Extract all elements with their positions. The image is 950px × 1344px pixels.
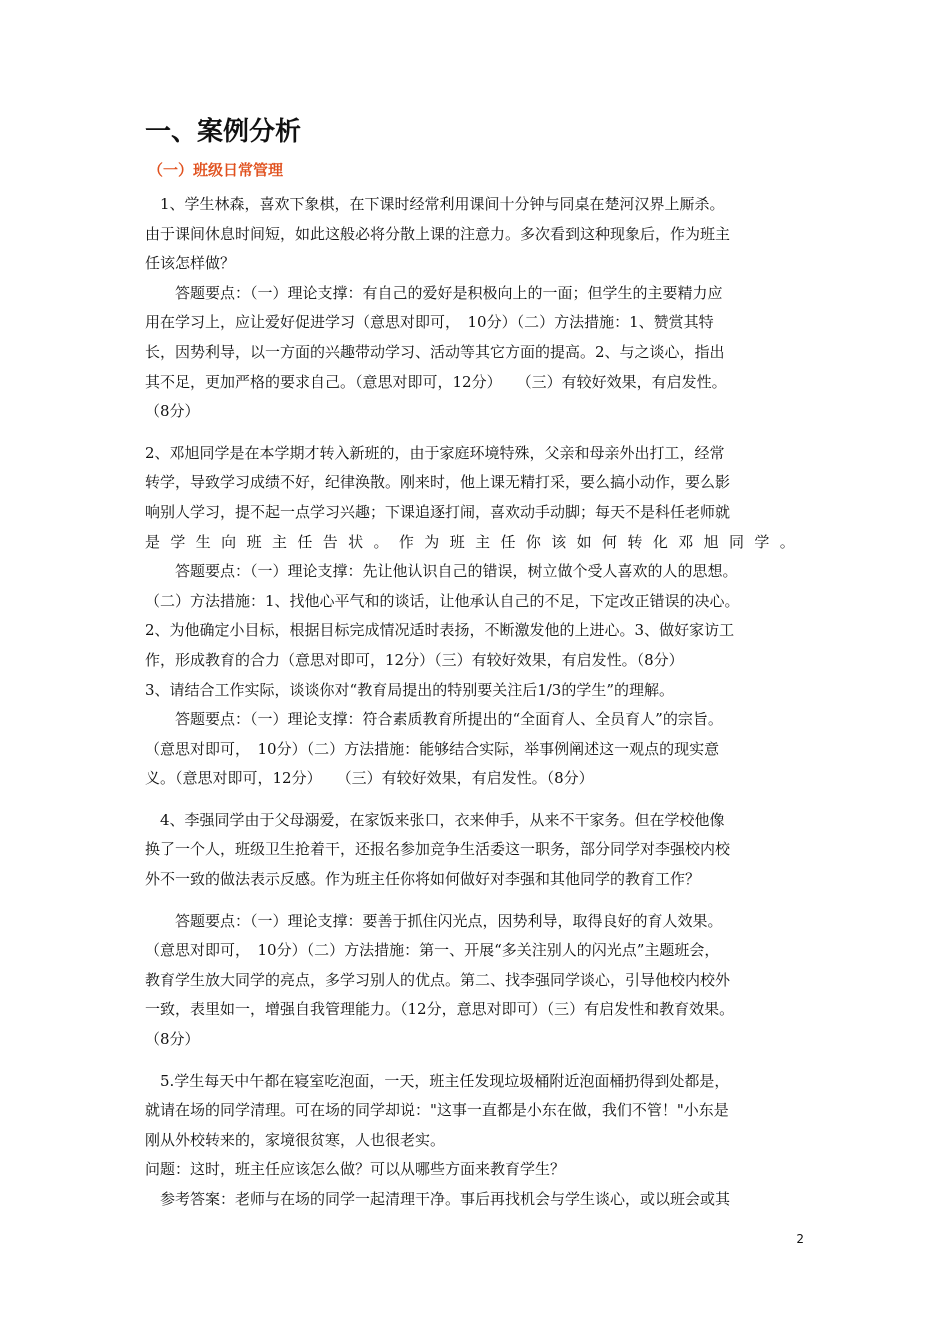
text-line: 换了一个人，班级卫生抢着干，还报名参加竞争生活委这一职务，部分同学对李强校内校 — [145, 840, 731, 859]
character: 化 — [652, 532, 668, 551]
character: 该 — [551, 532, 567, 551]
character: 任 — [500, 532, 516, 551]
character: 邓 — [678, 532, 694, 551]
text-line: 任该怎样做？ — [145, 254, 236, 273]
text-line: （8分） — [145, 402, 200, 421]
document-content — [145, 112, 820, 1215]
text-line: 2、为他确定小目标，根据目标完成情况适时表扬，不断激发他的上进心。3、做好家访工 — [145, 621, 735, 640]
text-line: 1、学生林森，喜欢下象棋，在下课时经常利用课间十分钟与同桌在楚河汉界上厮杀。 — [145, 195, 725, 213]
text-line: 4、李强同学由于父母溺爱，在家饭来张口，衣来伸手，从来不干家务。但在学校他像 — [145, 810, 725, 829]
text-line: 作，形成教育的合力（意思对即可，12分）（三）有较好效果，有启发性。（8分） — [145, 650, 684, 669]
text-line: 5.学生每天中午都在寝室吃泡面，一天，班主任发现垃圾桶附近泡面桶扔得到处都是， — [145, 1071, 730, 1090]
case-1 — [145, 190, 820, 427]
text-line: 教育学生放大同学的亮点，多学习别人的优点。第二、找李强同学谈心，引导他校内校外 — [145, 970, 731, 989]
justified-text-line — [145, 528, 795, 558]
character: 同 — [728, 532, 744, 551]
case-3 — [145, 676, 820, 794]
case-5 — [145, 1067, 820, 1215]
text-line: （二）方法措施：1、找他心平气和的谈话，让他承认自己的不足，下定改正错误的决心。 — [145, 591, 740, 610]
case-4-answer — [145, 907, 820, 1055]
character: 何 — [602, 532, 618, 551]
text-line: 答题要点：（一）理论支撑：有自己的爱好是积极向上的一面；但学生的主要精力应 — [145, 283, 723, 302]
text-line: （意思对即可， 10分）（二）方法措施：能够结合实际，举事例阐述这一观点的现实意 — [145, 739, 720, 758]
character: 任 — [297, 532, 313, 551]
text-line: 外不一致的做法表示反感。作为班主任你将如何做好对李强和其他同学的教育工作？ — [145, 870, 701, 889]
case-4 — [145, 806, 820, 895]
text-line: 其不足，更加严格的要求自己。（意思对即可，12分） （三）有较好效果，有启发性。 — [145, 372, 727, 391]
character: 作 — [398, 532, 414, 551]
text-line: （意思对即可， 10分）（二）方法措施：第一、开展“多关注别人的闪光点”主题班会， — [145, 941, 720, 960]
page-heading: 一、案例分析 — [145, 117, 302, 147]
character: 是 — [145, 532, 161, 551]
character: 转 — [627, 532, 643, 551]
character: 生 — [195, 532, 211, 551]
text-line: 长，因势利导，以一方面的兴趣带动学习、活动等其它方面的提高。2、与之谈心，指出 — [145, 342, 725, 361]
text-line: 答题要点：（一）理论支撑：要善于抓住闪光点，因势利导，取得良好的育人效果。 — [145, 911, 723, 930]
section-heading: （一）班级日常管理 — [148, 161, 284, 179]
text-line: 答题要点：（一）理论支撑：先让他认识自己的错误，树立做个受人喜欢的人的思想。 — [145, 562, 738, 581]
character: 班 — [246, 532, 262, 551]
character: 为 — [424, 532, 440, 551]
character: 旭 — [703, 532, 719, 551]
case-2 — [145, 439, 820, 676]
character: 主 — [271, 532, 287, 551]
text-line: 转学，导致学习成绩不好，纪律涣散。刚来时，他上课无精打采，要么搞小动作，要么影 — [145, 473, 731, 492]
character: 如 — [576, 532, 592, 551]
character: 向 — [221, 532, 237, 551]
text-line: 3、请结合工作实际，谈谈你对“教育局提出的特别要关注后1/3的学生”的理解。 — [145, 680, 675, 699]
character: 学 — [754, 532, 770, 551]
character: 你 — [525, 532, 541, 551]
text-line: 义。（意思对即可，12分） （三）有较好效果，有启发性。（8分） — [145, 769, 594, 788]
text-line: 答题要点：（一）理论支撑：符合素质教育所提出的“全面育人、全员育人”的宗旨。 — [145, 710, 723, 729]
text-line: （8分） — [145, 1030, 200, 1049]
page-number: 2 — [796, 1232, 804, 1246]
text-line: 就请在场的同学清理。可在场的同学却说："这事一直都是小东在做，我们不管！"小东是 — [145, 1101, 729, 1120]
character: 学 — [170, 532, 186, 551]
character: 。 — [779, 532, 795, 551]
character: 。 — [373, 532, 389, 551]
text-line: 一致，表里如一，增强自我管理能力。（12分，意思对即可）（三）有启发性和教育效果。 — [145, 1000, 735, 1019]
text-line: 由于课间休息时间短，如此这般必将分散上课的注意力。多次看到这种现象后，作为班主 — [145, 224, 731, 243]
text-line: 问题：这时，班主任应该怎么做？可以从哪些方面来教育学生？ — [145, 1160, 566, 1179]
text-line: 刚从外校转来的，家境很贫寒，人也很老实。 — [145, 1130, 446, 1149]
text-line: 用在学习上，应让爱好促进学习（意思对即可， 10分）（二）方法措施：1、赞赏其特 — [145, 313, 714, 332]
character: 告 — [322, 532, 338, 551]
text-line: 参考答案：老师与在场的同学一起清理干净。事后再找机会与学生谈心，或以班会或其 — [145, 1190, 731, 1208]
text-line: 响别人学习，提不起一点学习兴趣；下课追逐打闹，喜欢动手动脚；每天不是科任老师就 — [145, 502, 731, 521]
character: 状 — [348, 532, 364, 551]
text-line: 2、邓旭同学是在本学期才转入新班的，由于家庭环境特殊，父亲和母亲外出打工，经常 — [145, 443, 725, 462]
character: 主 — [475, 532, 491, 551]
character: 班 — [449, 532, 465, 551]
